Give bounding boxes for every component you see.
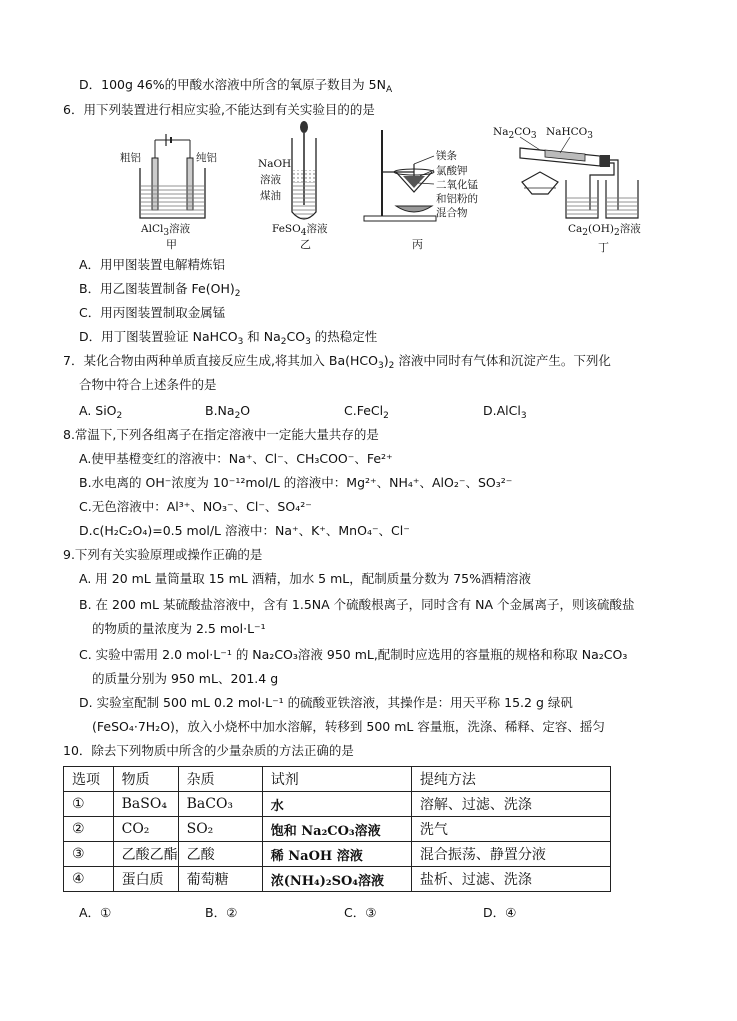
label-na2co3 <box>493 126 537 141</box>
cell-impurity: BaCO₃ <box>178 792 262 817</box>
q7-option-b <box>205 402 250 420</box>
cell-substance: CO₂ <box>113 817 178 842</box>
text: Ca <box>568 223 583 235</box>
q6-option-d <box>79 328 377 346</box>
caption-ding: 丁 <box>598 241 609 254</box>
text: CO <box>514 126 531 138</box>
label-pure-aluminum: 纯铝 <box>196 152 217 164</box>
cell-impurity: SO₂ <box>178 817 262 842</box>
header-method: 提纯方法 <box>411 767 610 792</box>
q7-stem-line2: 合物中符合上述条件的是 <box>79 377 217 392</box>
purification-table <box>63 766 611 892</box>
text: C.FeCl <box>344 403 384 418</box>
subscript: 2 <box>116 411 123 421</box>
text: D．用丁图装置验证 NaHCO <box>79 329 238 344</box>
cell-impurity: 葡萄糖 <box>178 867 262 892</box>
q5-option-d-text: D．100g 46%的甲酸水溶液中所含的氧原子数目为 5N <box>79 77 386 92</box>
text: FeSO <box>272 223 301 235</box>
header-option: 选项 <box>64 767 114 792</box>
text: A. SiO <box>79 403 117 418</box>
q9-stem: 9.下列有关实验原理或操作正确的是 <box>63 547 263 562</box>
cell-reagent: 水 <box>262 792 411 817</box>
cell-option: ② <box>64 817 114 842</box>
cell-method: 混合振荡、静置分液 <box>411 842 610 867</box>
subscript: 3 <box>520 411 527 421</box>
cell-method: 洗气 <box>411 817 610 842</box>
text: B．用乙图装置制备 Fe(OH) <box>79 281 235 296</box>
label-kclo3: 氯酸钾 <box>436 165 468 177</box>
text: 7．某化合物由两种单质直接反应生成,将其加入 Ba(HCO <box>63 353 378 368</box>
caption-bing: 丙 <box>412 238 423 251</box>
subscript: 2 <box>383 411 389 421</box>
q9-option-b-line2: 的物质的量浓度为 2.5 mol·L⁻¹ <box>92 621 266 636</box>
text: B.Na <box>205 403 235 418</box>
label-al-powder: 和铝粉的 <box>436 193 478 205</box>
q10-stem: 10．除去下列物质中所含的少量杂质的方法正确的是 <box>63 743 354 758</box>
cell-substance: 蛋白质 <box>113 867 178 892</box>
label-caoh2-solution <box>568 221 641 236</box>
subscript: 3 <box>163 228 170 238</box>
text: CO <box>286 329 306 344</box>
cell-substance: BaSO₄ <box>113 792 178 817</box>
header-substance: 物质 <box>113 767 178 792</box>
cell-reagent: 稀 NaOH 溶液 <box>262 842 411 867</box>
cell-option: ① <box>64 792 114 817</box>
text: 的热稳定性 <box>310 329 378 344</box>
label-naoh: NaOH <box>258 158 292 170</box>
table-row <box>64 817 611 842</box>
q6-option-c: C．用丙图装置制取金属锰 <box>79 305 226 320</box>
q9-option-d-line2: (FeSO₄·7H₂O)，放入小烧杯中加水溶解，转移到 500 mL 容量瓶，洗涤、稀释、定容、摇匀 <box>92 719 605 734</box>
q10-option-d: D．④ <box>483 905 517 920</box>
text: 溶液 <box>619 223 641 235</box>
q10-option-c: C．③ <box>344 905 377 920</box>
q8-option-b: B.水电离的 OH⁻浓度为 10⁻¹²mol/L 的溶液中：Mg²⁺、NH₄⁺、AlO₂⁻、SO₃²⁻ <box>79 475 513 490</box>
q8-option-c: C.无色溶液中：Al³⁺、NO₃⁻、Cl⁻、SO₄²⁻ <box>79 499 312 514</box>
text: D.AlCl <box>483 403 521 418</box>
q9-option-a: A. 用 20 mL 量筒量取 15 mL 酒精，加水 5 mL，配制质量分数为 75%酒精溶液 <box>79 571 532 586</box>
text: (OH) <box>588 223 614 235</box>
q7-option-d <box>483 402 527 420</box>
q8-stem: 8.常温下,下列各组离子在指定溶液中一定能大量共存的是 <box>63 427 379 442</box>
cell-substance: 乙酸乙酯 <box>113 842 178 867</box>
text: AlCl <box>141 223 164 235</box>
subscript: 2 <box>508 131 515 141</box>
label-mg-ribbon: 镁条 <box>436 150 457 162</box>
subscript: 3 <box>237 337 244 347</box>
label-nahco3 <box>546 126 593 141</box>
q6-option-a: A．用甲图装置电解精炼铝 <box>79 257 226 272</box>
q9-option-d-line1: D. 实验室配制 500 mL 0.2 mol·L⁻¹ 的硫酸亚铁溶液，其操作是：用天平称 15.2 g 绿矾 <box>79 695 573 710</box>
subscript: 3 <box>377 361 384 371</box>
subscript: 4 <box>300 228 307 238</box>
q8-option-a: A.使甲基橙变红的溶液中：Na⁺、Cl⁻、CH₃COO⁻、Fe²⁺ <box>79 451 393 466</box>
cell-reagent: 浓(NH₄)₂SO₄溶液 <box>262 867 411 892</box>
cell-method: 盐析、过滤、洗涤 <box>411 867 610 892</box>
q9-option-c-line2: 的质量分别为 950 mL、201.4 g <box>92 671 279 686</box>
header-impurity: 杂质 <box>178 767 262 792</box>
subscript: 3 <box>305 337 311 347</box>
text: O <box>240 403 251 418</box>
text: 和 Na <box>243 329 281 344</box>
text: 溶液 <box>169 223 191 235</box>
text: 溶液中同时有气体和沉淀产生。下列化 <box>394 353 611 368</box>
table-row <box>64 842 611 867</box>
subscript: A <box>385 85 393 95</box>
label-mno2: 二氧化锰 <box>436 179 478 191</box>
cell-option: ④ <box>64 867 114 892</box>
subscript: 2 <box>614 228 620 238</box>
text: Na <box>493 126 509 138</box>
caption-jia: 甲 <box>166 238 177 251</box>
q9-option-b-line1: B. 在 200 mL 某硫酸盐溶液中，含有 1.5NA 个硫酸根离子，同时含有 NA 个金属离子，则该硫酸盐 <box>79 597 635 612</box>
cell-reagent: 饱和 Na₂CO₃溶液 <box>262 817 411 842</box>
text: 溶液 <box>306 223 328 235</box>
label-mixture: 混合物 <box>436 207 468 219</box>
q10-option-b: B．② <box>205 905 238 920</box>
subscript: 2 <box>234 411 241 421</box>
text: NaHCO <box>546 126 588 138</box>
subscript: 3 <box>587 131 593 141</box>
q7-stem-line1 <box>63 352 611 370</box>
caption-yi: 乙 <box>300 238 311 251</box>
text: ) <box>383 353 389 368</box>
q6-option-b <box>79 280 240 298</box>
label-naoh-solution: 溶液 <box>260 174 281 186</box>
label-kerosene: 煤油 <box>260 190 281 202</box>
label-crude-aluminum: 粗铝 <box>120 152 141 164</box>
subscript: 2 <box>582 228 589 238</box>
table-row <box>64 792 611 817</box>
subscript: 2 <box>234 289 241 299</box>
q8-option-d: D.c(H₂C₂O₄)=0.5 mol/L 溶液中：Na⁺、K⁺、MnO₄⁻、Cl⁻ <box>79 523 410 538</box>
subscript: 2 <box>280 337 287 347</box>
cell-impurity: 乙酸 <box>178 842 262 867</box>
cell-option: ③ <box>64 842 114 867</box>
q7-option-a <box>79 402 122 420</box>
subscript: 2 <box>388 361 395 371</box>
q9-option-c-line1: C. 实验中需用 2.0 mol·L⁻¹ 的 Na₂CO₃溶液 950 mL,配制时应选用的容量瓶的规格和称取 Na₂CO₃ <box>79 647 628 662</box>
header-reagent: 试剂 <box>262 767 411 792</box>
cell-method: 溶解、过滤、洗涤 <box>411 792 610 817</box>
q7-option-c <box>344 402 389 420</box>
q6-stem: 6．用下列装置进行相应实验,不能达到有关实验目的的是 <box>63 102 375 117</box>
table-row <box>64 867 611 892</box>
subscript: 3 <box>530 131 537 141</box>
table-header-row <box>64 767 611 792</box>
q10-option-a: A．① <box>79 905 112 920</box>
